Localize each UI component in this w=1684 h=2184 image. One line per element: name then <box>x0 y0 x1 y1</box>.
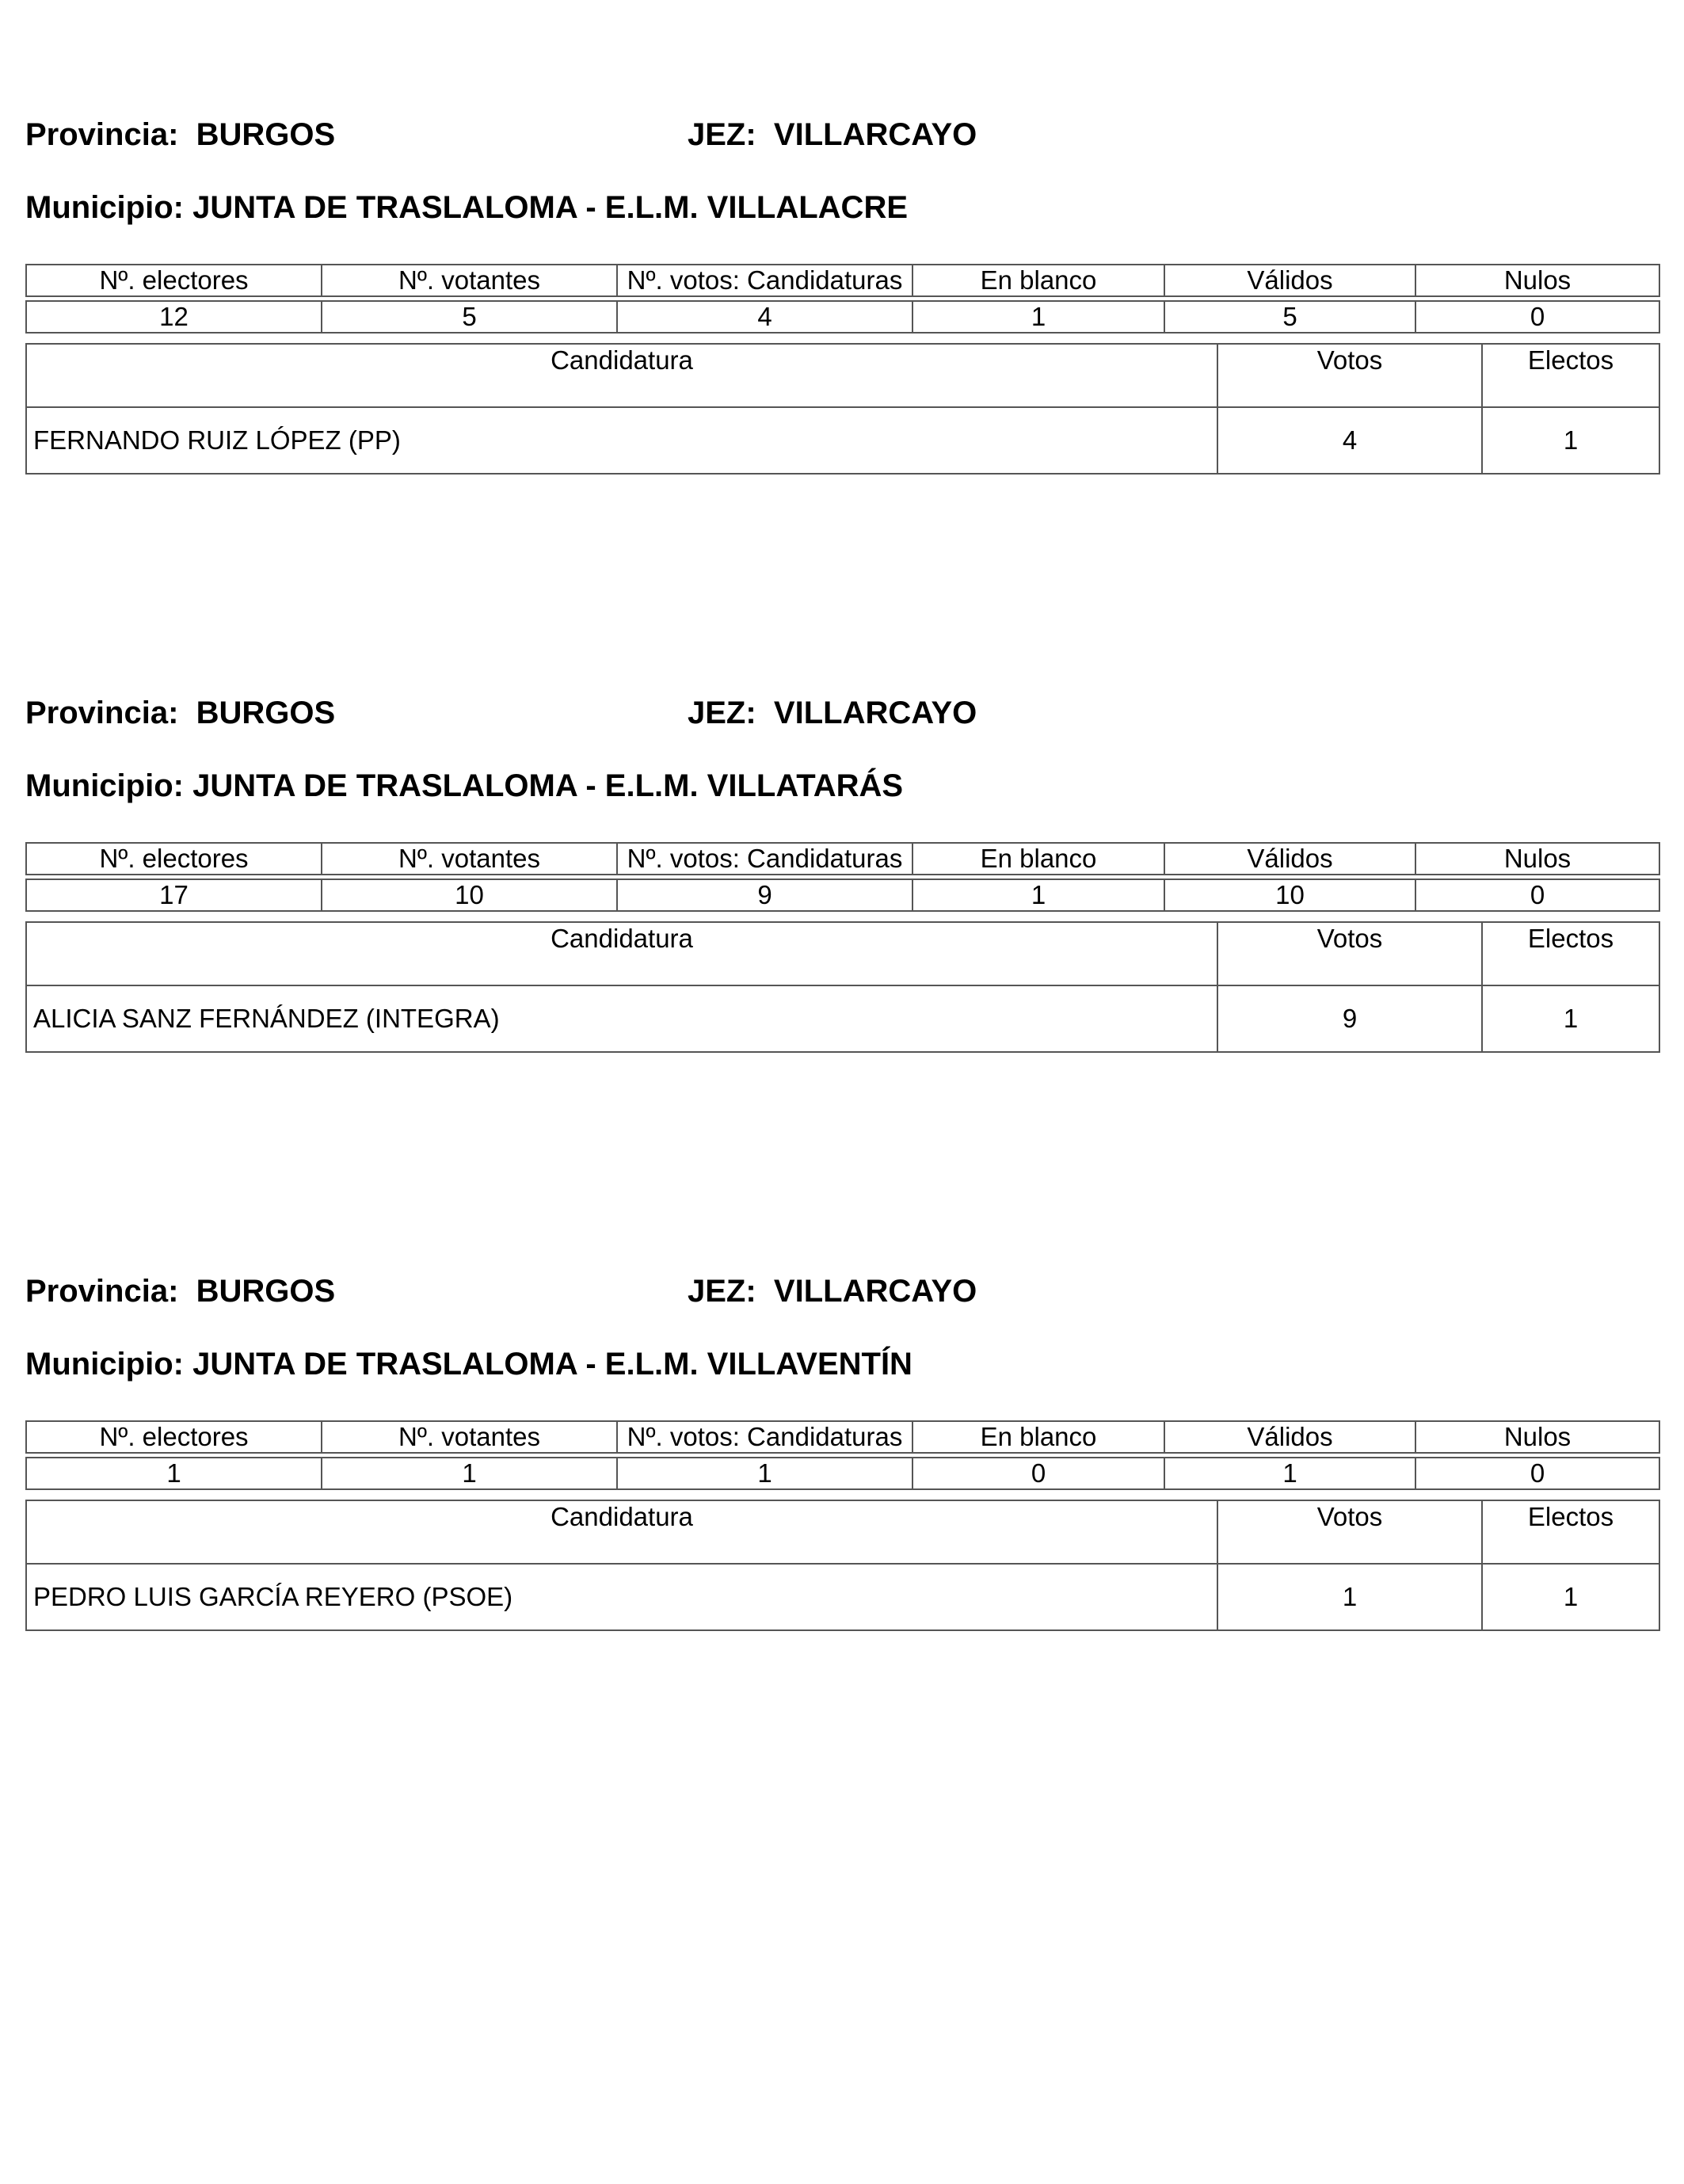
header-candidatura: Candidatura <box>26 344 1217 407</box>
value-validos: 10 <box>1164 879 1415 911</box>
header-electores: Nº. electores <box>26 265 322 296</box>
value-en-blanco: 1 <box>912 879 1164 911</box>
provincia-value: BURGOS <box>196 696 336 730</box>
municipio-value: JUNTA DE TRASLALOMA - E.L.M. VILLATARÁS <box>192 768 904 803</box>
header-en-blanco: En blanco <box>912 843 1164 875</box>
candidates-header-row <box>26 344 1659 407</box>
header-votantes: Nº. votantes <box>322 265 617 296</box>
jez-line <box>688 111 977 158</box>
provincia-line <box>25 111 335 158</box>
jez-label: JEZ: <box>688 1274 756 1309</box>
value-en-blanco: 0 <box>912 1458 1164 1489</box>
jez-label: JEZ: <box>688 696 756 730</box>
value-validos: 1 <box>1164 1458 1415 1489</box>
header-votos-candidaturas: Nº. votos: Candidaturas <box>617 1421 912 1453</box>
candidates-header-row <box>26 1500 1659 1564</box>
candidate-name: FERNANDO RUIZ LÓPEZ (PP) <box>26 407 1217 474</box>
header-electores: Nº. electores <box>26 1421 322 1453</box>
value-votos-candidaturas: 1 <box>617 1458 912 1489</box>
candidate-row <box>26 1564 1659 1630</box>
municipio-value: JUNTA DE TRASLALOMA - E.L.M. VILLAVENTÍN <box>192 1347 912 1382</box>
provincia-label: Provincia: <box>25 1274 179 1309</box>
header-en-blanco: En blanco <box>912 1421 1164 1453</box>
provincia-value: BURGOS <box>196 117 336 152</box>
candidate-electos: 1 <box>1482 985 1659 1052</box>
header-validos: Válidos <box>1164 1421 1415 1453</box>
header-candidatura: Candidatura <box>26 922 1217 985</box>
candidate-electos: 1 <box>1482 407 1659 474</box>
municipio-label: Municipio: <box>25 1347 184 1382</box>
stats-table <box>25 1420 1660 1490</box>
header-nulos: Nulos <box>1415 1421 1659 1453</box>
value-validos: 5 <box>1164 301 1415 333</box>
municipio-value: JUNTA DE TRASLALOMA - E.L.M. VILLALACRE <box>192 190 909 225</box>
jez-label: JEZ: <box>688 117 756 152</box>
jez-value: VILLARCAYO <box>773 1274 977 1309</box>
value-electores: 1 <box>26 1458 322 1489</box>
candidates-table <box>25 343 1660 475</box>
provincia-value: BURGOS <box>196 1274 336 1309</box>
jez-value: VILLARCAYO <box>773 117 977 152</box>
candidate-votos: 9 <box>1217 985 1482 1052</box>
candidate-name: ALICIA SANZ FERNÁNDEZ (INTEGRA) <box>26 985 1217 1052</box>
municipio-line <box>25 762 903 810</box>
jez-line <box>688 1267 977 1315</box>
header-nulos: Nulos <box>1415 843 1659 875</box>
candidates-header-row <box>26 922 1659 985</box>
value-electores: 12 <box>26 301 322 333</box>
candidate-electos: 1 <box>1482 1564 1659 1630</box>
header-votos-candidaturas: Nº. votos: Candidaturas <box>617 265 912 296</box>
stats-value-row <box>26 301 1659 333</box>
candidate-name: PEDRO LUIS GARCÍA REYERO (PSOE) <box>26 1564 1217 1630</box>
header-votantes: Nº. votantes <box>322 843 617 875</box>
candidate-row <box>26 407 1659 474</box>
value-votantes: 1 <box>322 1458 617 1489</box>
header-votos: Votos <box>1217 922 1482 985</box>
header-candidatura: Candidatura <box>26 1500 1217 1564</box>
provincia-label: Provincia: <box>25 696 179 730</box>
header-nulos: Nulos <box>1415 265 1659 296</box>
stats-value-row <box>26 879 1659 911</box>
header-validos: Válidos <box>1164 843 1415 875</box>
municipio-line <box>25 1340 912 1388</box>
municipio-label: Municipio: <box>25 768 184 803</box>
stats-table <box>25 842 1660 912</box>
stats-header-row <box>26 1421 1659 1453</box>
value-nulos: 0 <box>1415 1458 1659 1489</box>
stats-header-row <box>26 265 1659 296</box>
header-electos: Electos <box>1482 922 1659 985</box>
provincia-line <box>25 689 335 737</box>
value-votos-candidaturas: 9 <box>617 879 912 911</box>
candidate-votos: 1 <box>1217 1564 1482 1630</box>
header-electos: Electos <box>1482 1500 1659 1564</box>
stats-table <box>25 264 1660 334</box>
value-nulos: 0 <box>1415 879 1659 911</box>
header-votos: Votos <box>1217 1500 1482 1564</box>
provincia-line <box>25 1267 335 1315</box>
header-en-blanco: En blanco <box>912 265 1164 296</box>
municipio-line <box>25 184 908 231</box>
municipio-label: Municipio: <box>25 190 184 225</box>
stats-header-row <box>26 843 1659 875</box>
stats-value-row <box>26 1458 1659 1489</box>
jez-value: VILLARCAYO <box>773 696 977 730</box>
value-en-blanco: 1 <box>912 301 1164 333</box>
value-electores: 17 <box>26 879 322 911</box>
header-validos: Válidos <box>1164 265 1415 296</box>
value-votantes: 10 <box>322 879 617 911</box>
candidates-table <box>25 921 1660 1053</box>
header-electores: Nº. electores <box>26 843 322 875</box>
provincia-label: Provincia: <box>25 117 179 152</box>
header-electos: Electos <box>1482 344 1659 407</box>
candidate-votos: 4 <box>1217 407 1482 474</box>
header-votos-candidaturas: Nº. votos: Candidaturas <box>617 843 912 875</box>
value-nulos: 0 <box>1415 301 1659 333</box>
header-votos: Votos <box>1217 344 1482 407</box>
jez-line <box>688 689 977 737</box>
value-votos-candidaturas: 4 <box>617 301 912 333</box>
value-votantes: 5 <box>322 301 617 333</box>
candidate-row <box>26 985 1659 1052</box>
header-votantes: Nº. votantes <box>322 1421 617 1453</box>
candidates-table <box>25 1500 1660 1631</box>
